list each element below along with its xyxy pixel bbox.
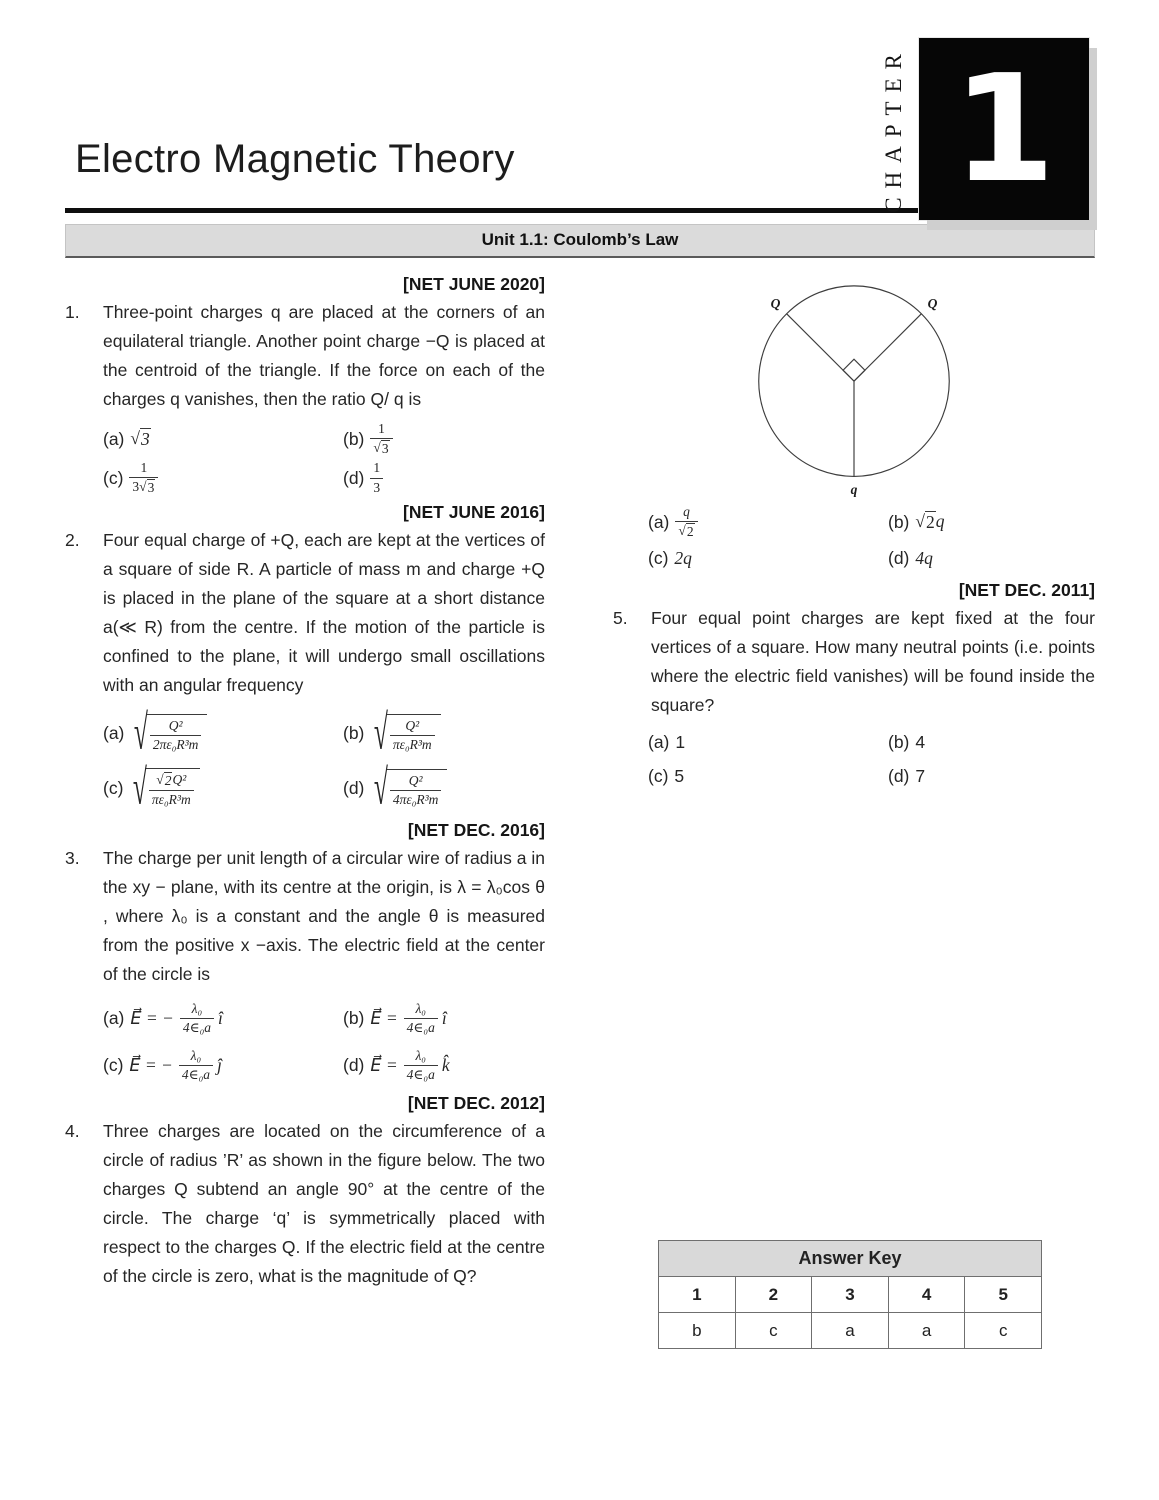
question-3-options bbox=[103, 996, 545, 1087]
question-2 bbox=[65, 526, 545, 700]
question-4-options bbox=[648, 504, 1095, 574]
option-value: 4 bbox=[915, 732, 926, 753]
option-label: (a) bbox=[648, 511, 670, 532]
question-4 bbox=[65, 1117, 545, 1291]
radical-sign: √ bbox=[678, 523, 686, 539]
unit-vector: ĵ bbox=[217, 1054, 222, 1075]
option-label: (b) bbox=[343, 428, 365, 449]
option-label: (a) bbox=[648, 732, 670, 753]
option-value: 2q bbox=[674, 548, 692, 569]
option-label: (c) bbox=[103, 467, 124, 488]
answer-key-title: Answer Key bbox=[659, 1241, 1042, 1277]
figure-svg bbox=[751, 273, 957, 497]
radicand: 2 bbox=[164, 773, 172, 789]
radicand: 3 bbox=[141, 429, 150, 450]
question-1-text: Three-point charges q are placed at the corners of an equilateral triangle. Another point charge −Q is placed at the centroid of the triangle. If the force on each of the charges q vanishes, then the ratio Q/ q is bbox=[103, 302, 545, 409]
question-2-text: Four equal charge of +Q, each are kept at the vertices of a square of side R. A particle of mass m and charge +Q is placed in the plane of the square at a short distance a(≪ R) from the centre. If the motion of the particle is confined to the plane, it will undergo small oscillations with an angular frequency bbox=[103, 530, 545, 696]
fraction-numerator: Q² bbox=[405, 717, 420, 733]
option-value: 4q bbox=[915, 548, 933, 569]
exam-tag-q4: [NET DEC. 2012] bbox=[407, 1093, 545, 1114]
chapter-block bbox=[881, 38, 1089, 220]
fraction-denominator: πε₀R³m bbox=[390, 735, 435, 753]
radical-sign: √ bbox=[915, 511, 925, 532]
option-label: (d) bbox=[888, 548, 910, 569]
left-column bbox=[65, 271, 545, 1349]
option-value bbox=[372, 705, 440, 760]
option-q1-c bbox=[103, 460, 343, 496]
option-label: (d) bbox=[888, 766, 910, 787]
option-label: (b) bbox=[888, 511, 910, 532]
option-value: 7 bbox=[915, 766, 926, 787]
option-label: (c) bbox=[103, 777, 124, 798]
fraction-numerator: λ₀ bbox=[190, 1047, 202, 1063]
column-gutter bbox=[545, 271, 613, 1349]
page-header bbox=[65, 0, 1095, 215]
radical-sign: √ bbox=[156, 772, 164, 788]
option-q5-d bbox=[888, 761, 1095, 792]
question-2-options bbox=[103, 707, 545, 814]
fraction-denominator: 4∈₀a bbox=[404, 1065, 438, 1083]
answer-key-number: 1 bbox=[659, 1277, 736, 1313]
option-label: (d) bbox=[343, 467, 365, 488]
option-value bbox=[675, 504, 697, 540]
option-value bbox=[370, 421, 392, 457]
answer-key-answer-row bbox=[659, 1313, 1042, 1349]
option-q1-d bbox=[343, 460, 545, 496]
exam-tag-q2: [NET JUNE 2016] bbox=[403, 502, 545, 523]
coefficient: 3 bbox=[132, 479, 140, 495]
fraction-denominator: 4∈₀a bbox=[180, 1018, 214, 1036]
radical-sign: √ bbox=[139, 479, 147, 495]
radical-sign: √ bbox=[134, 705, 149, 760]
option-label: (c) bbox=[648, 766, 669, 787]
option-value bbox=[372, 760, 447, 815]
right-column bbox=[613, 271, 1095, 1349]
radicand: 3 bbox=[381, 441, 389, 457]
option-label: (d) bbox=[343, 1054, 365, 1075]
fraction-numerator: q bbox=[683, 504, 690, 519]
answer-key-number: 4 bbox=[888, 1277, 965, 1313]
fraction-numerator: Q² bbox=[168, 717, 183, 733]
fraction-numerator: Q² bbox=[408, 772, 423, 788]
fraction-numerator: 1 bbox=[373, 460, 381, 476]
answer-key-answer: c bbox=[965, 1313, 1042, 1349]
radical-sign: √ bbox=[133, 760, 148, 816]
fraction-denominator: 4∈₀a bbox=[179, 1065, 213, 1083]
option-q4-d bbox=[888, 543, 1095, 574]
fraction-denominator: 4πε₀R³m bbox=[390, 790, 442, 808]
fraction-denominator bbox=[129, 477, 158, 496]
right-angle-marker bbox=[843, 359, 865, 381]
circle-charges-figure bbox=[613, 273, 1095, 497]
fraction-denominator: 2πε₀R³m bbox=[150, 735, 202, 753]
answer-key-number: 2 bbox=[735, 1277, 812, 1313]
equation-lhs: E⃗ = bbox=[370, 1007, 398, 1028]
option-q3-b bbox=[343, 996, 545, 1040]
equation-lhs: E⃗ = − bbox=[129, 1054, 173, 1075]
page-title: Electro Magnetic Theory bbox=[75, 137, 515, 181]
option-value bbox=[404, 1001, 438, 1036]
fraction-numerator: λ₀ bbox=[415, 1000, 426, 1016]
option-label: (a) bbox=[103, 1007, 125, 1028]
radicand: 2 bbox=[686, 524, 694, 540]
question-3-number: 3. bbox=[65, 848, 80, 869]
option-value bbox=[130, 428, 150, 450]
unit-vector: k̂ bbox=[441, 1054, 450, 1075]
exam-tag-q3: [NET DEC. 2016] bbox=[407, 820, 545, 841]
question-5-options bbox=[648, 727, 1095, 792]
chapter-word: CHAPTER bbox=[881, 45, 906, 213]
answer-key-answer: a bbox=[812, 1313, 889, 1349]
exam-tag-q1: [NET JUNE 2020] bbox=[403, 274, 545, 294]
question-1 bbox=[65, 298, 545, 414]
question-5-number: 5. bbox=[613, 608, 628, 629]
fraction-numerator: 1 bbox=[140, 460, 148, 476]
option-q2-a bbox=[103, 707, 343, 759]
figure-label-q-top-right: Q bbox=[927, 295, 938, 311]
equation-lhs: E⃗ = − bbox=[130, 1007, 174, 1028]
question-3 bbox=[65, 844, 545, 989]
option-q1-a bbox=[103, 421, 343, 457]
option-q5-a bbox=[648, 727, 888, 758]
answer-key-number: 3 bbox=[812, 1277, 889, 1313]
radicand: 3 bbox=[147, 480, 155, 496]
question-1-options bbox=[103, 421, 545, 496]
option-label: (a) bbox=[103, 722, 125, 743]
fraction-denominator: πε₀R³m bbox=[149, 790, 194, 808]
exam-tag-q5: [NET DEC. 2011] bbox=[958, 580, 1095, 601]
equation-lhs: E⃗ = bbox=[370, 1054, 398, 1075]
option-q4-c bbox=[648, 543, 888, 574]
question-3-text: The charge per unit length of a circular wire of radius a in the xy − plane, with its centre at the origin, is λ = λ₀cos θ , where λ₀ is a constant and the angle θ is measured from the positive x −axis. The electric field at the center of the circle is bbox=[103, 848, 545, 985]
option-q2-c bbox=[103, 762, 343, 814]
option-label: (a) bbox=[103, 428, 125, 449]
unit-title-bar bbox=[65, 224, 1095, 258]
option-value bbox=[180, 1001, 214, 1036]
fraction-numerator bbox=[153, 772, 189, 790]
option-q2-b bbox=[343, 707, 545, 759]
answer-key-number: 5 bbox=[965, 1277, 1042, 1313]
option-label: (b) bbox=[343, 722, 365, 743]
question-4-text: Three charges are located on the circumference of a circle of radius ’R’ as shown in the figure below. The two charges Q subtend an angle 90° at the centre of the circle. The charge ‘q’ is symmetrically placed with respect to the charges Q. If the electric field at the centre of the circle is zero, what is the magnitude of Q? bbox=[103, 1121, 545, 1287]
radicand: 2 bbox=[926, 512, 935, 533]
option-label: (b) bbox=[343, 1007, 365, 1028]
numerator-rest: Q² bbox=[172, 772, 187, 788]
option-value: 5 bbox=[674, 766, 685, 787]
option-value bbox=[131, 760, 199, 816]
fraction-denominator bbox=[370, 438, 392, 457]
option-label: (b) bbox=[888, 732, 910, 753]
question-1-number: 1. bbox=[65, 302, 80, 322]
option-q3-d bbox=[343, 1043, 545, 1087]
value-rest: q bbox=[935, 511, 945, 532]
two-column-body bbox=[65, 271, 1095, 1349]
answer-key-section bbox=[613, 1240, 1095, 1349]
question-5-text: Four equal point charges are kept fixed at the four vertices of a square. How many neutral points (i.e. points where the electric field vanishes) will be found inside the square? bbox=[651, 608, 1095, 716]
answer-key-answer: a bbox=[888, 1313, 965, 1349]
option-q5-c bbox=[648, 761, 888, 792]
radical-sign: √ bbox=[374, 705, 389, 760]
question-4-number: 4. bbox=[65, 1121, 80, 1142]
option-value bbox=[179, 1048, 213, 1083]
fraction-numerator: λ₀ bbox=[415, 1047, 426, 1063]
unit-title: Unit 1.1: Coulomb’s Law bbox=[481, 230, 679, 249]
chapter-number-box bbox=[919, 38, 1089, 220]
figure-label-q-top-left: Q bbox=[770, 295, 781, 311]
option-value bbox=[915, 511, 944, 533]
fraction-denominator: 4∈₀a bbox=[404, 1018, 438, 1036]
option-value: 1 bbox=[675, 732, 686, 753]
option-q3-c bbox=[103, 1043, 343, 1087]
fraction-numerator: 1 bbox=[378, 421, 385, 436]
option-value bbox=[404, 1048, 438, 1083]
question-2-number: 2. bbox=[65, 530, 80, 551]
answer-key-answer: c bbox=[735, 1313, 812, 1349]
answer-key-table bbox=[658, 1240, 1042, 1349]
question-5 bbox=[613, 604, 1095, 720]
fraction-denominator bbox=[675, 521, 697, 540]
unit-vector: î bbox=[441, 1007, 447, 1028]
fraction-denominator: 3 bbox=[370, 478, 383, 496]
option-q3-a bbox=[103, 996, 343, 1040]
option-q2-d bbox=[343, 762, 545, 814]
radical-sign: √ bbox=[374, 760, 389, 815]
chapter-number: 1 bbox=[952, 43, 1056, 215]
answer-key-answer: b bbox=[659, 1313, 736, 1349]
answer-key-title-row bbox=[659, 1241, 1042, 1277]
option-q5-b bbox=[888, 727, 1095, 758]
option-q4-b bbox=[888, 504, 1095, 540]
option-value bbox=[132, 705, 207, 760]
unit-vector: î bbox=[218, 1007, 223, 1028]
option-value bbox=[370, 460, 383, 495]
option-q1-b bbox=[343, 421, 545, 457]
radical-sign: √ bbox=[130, 428, 140, 449]
option-label: (c) bbox=[103, 1054, 124, 1075]
option-q4-a bbox=[648, 504, 888, 540]
figure-label-q-bottom: q bbox=[850, 481, 858, 497]
radical-sign: √ bbox=[373, 440, 381, 456]
fraction-numerator: λ₀ bbox=[191, 1000, 203, 1016]
option-label: (d) bbox=[343, 777, 365, 798]
option-value bbox=[129, 460, 158, 496]
answer-key-number-row bbox=[659, 1277, 1042, 1313]
option-label: (c) bbox=[648, 548, 669, 569]
